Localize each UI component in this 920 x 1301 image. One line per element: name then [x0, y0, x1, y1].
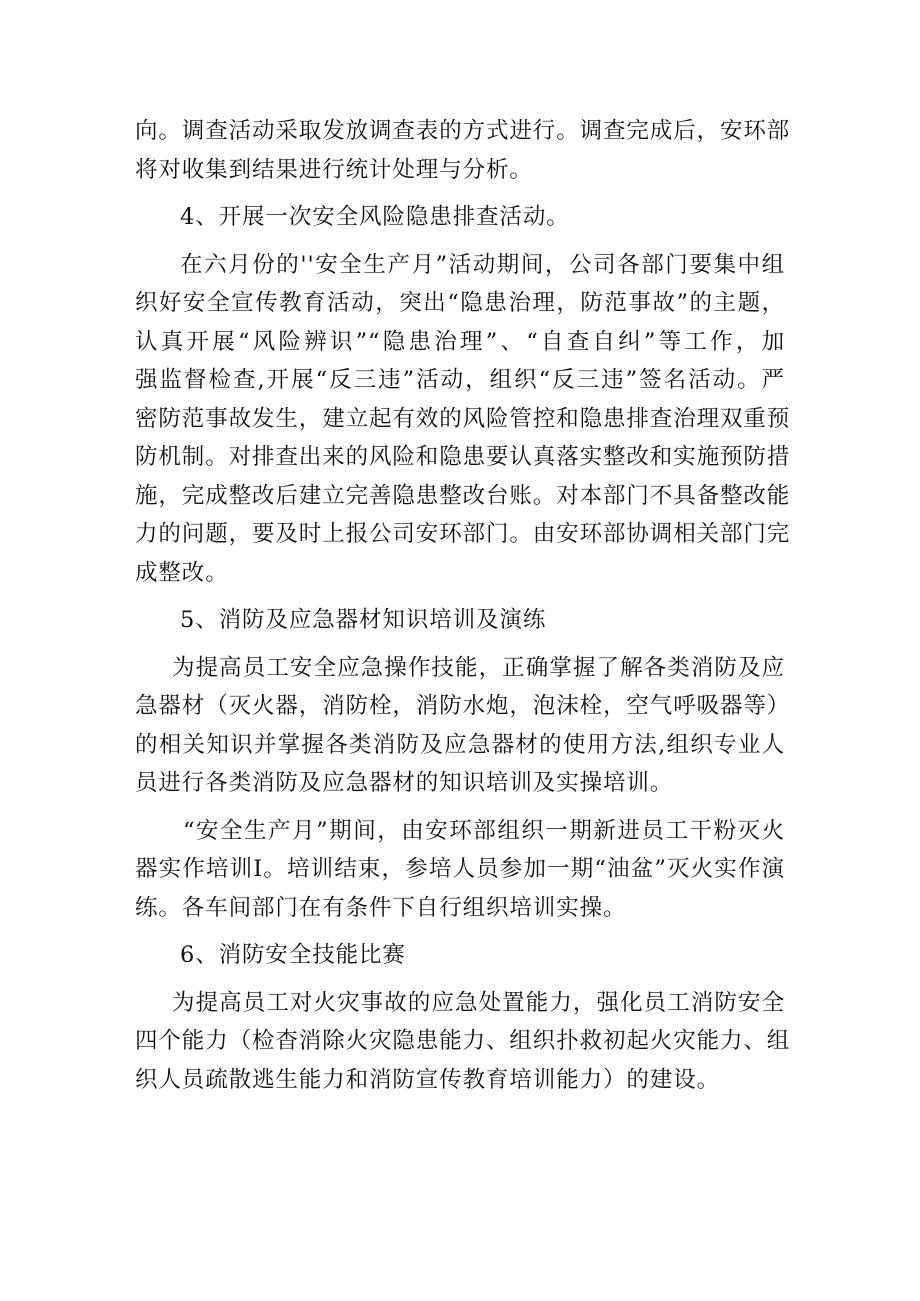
body-text-line: 织好安全宣传教育活动，突出“隐患治理，防范事故”的主题， — [135, 290, 785, 316]
section-heading-6: 6、消防安全技能比赛 — [180, 942, 406, 968]
body-text-line: 员进行各类消防及应急器材的知识培训及实操培训。 — [135, 770, 674, 796]
body-text-line: 的相关知识并掌握各类消防及应急器材的使用方法,组织专业人 — [135, 731, 785, 758]
body-text-line: 施，完成整改后建立完善隐患整改台账。对本部门不具备整改能 — [135, 482, 791, 509]
body-text-line: 急器材（灭火器，消防栓，消防水炮，泡沫栓，空气呼吸器等） — [135, 693, 791, 719]
body-text-line: 力的问题，要及时上报公司安环部门。由安环部协调相关部门完 — [135, 521, 791, 547]
body-text-line: 密防范事故发生，建立起有效的风险管控和隐患排查治理双重预 — [135, 405, 791, 432]
document-body — [135, 112, 791, 1099]
body-text-line: 为提高员工安全应急操作技能，正确掌握了解各类消防及应 — [172, 654, 785, 681]
body-text-line: 练。各车间部门在有条件下自行组织培训实操。 — [135, 894, 627, 921]
body-text-line: 将对收集到结果进行统计处理与分析。 — [135, 156, 533, 183]
section-heading-5: 5、消防及应急器材知识培训及演练 — [180, 607, 547, 633]
body-text-line: 在六月份的''安全生产月”活动期间，公司各部门要集中组 — [180, 251, 785, 278]
body-text-line: 为提高员工对火灾事故的应急处置能力，强化员工消防安全 — [172, 989, 785, 1016]
body-text-line: 器实作培训I。培训结束，参培人员参加一期“油盆”灭火实作演 — [135, 856, 785, 882]
body-text-line: 认真开展“风险辨识”“隐患治理”、“自查自纠”等工作，加 — [135, 328, 785, 355]
body-text-line: 强监督检查,开展“反三违”活动，组织“反三违”签名活动。严 — [135, 367, 785, 393]
body-text-line: “安全生产月”期间，由安环部组织一期新进员工干粉灭火 — [183, 817, 785, 844]
body-text-line: 向。调查活动采取发放调查表的方式进行。调查完成后，安环部 — [135, 118, 791, 144]
body-text-line: 织人员疏散逃生能力和消防宣传教育培训能力）的建设。 — [135, 1066, 721, 1093]
body-text-line: 四个能力（检杳消除火灾隐患能力、组织扑救初起火灾能力、组 — [135, 1028, 791, 1054]
body-text-line: 成整改。 — [135, 559, 229, 586]
section-heading-4: 4、开展一次安全风险隐患排查活动。 — [180, 204, 570, 230]
body-text-line: 防机制。对排查出来的风险和隐患要认真落实整改和实施预防措 — [135, 444, 791, 470]
